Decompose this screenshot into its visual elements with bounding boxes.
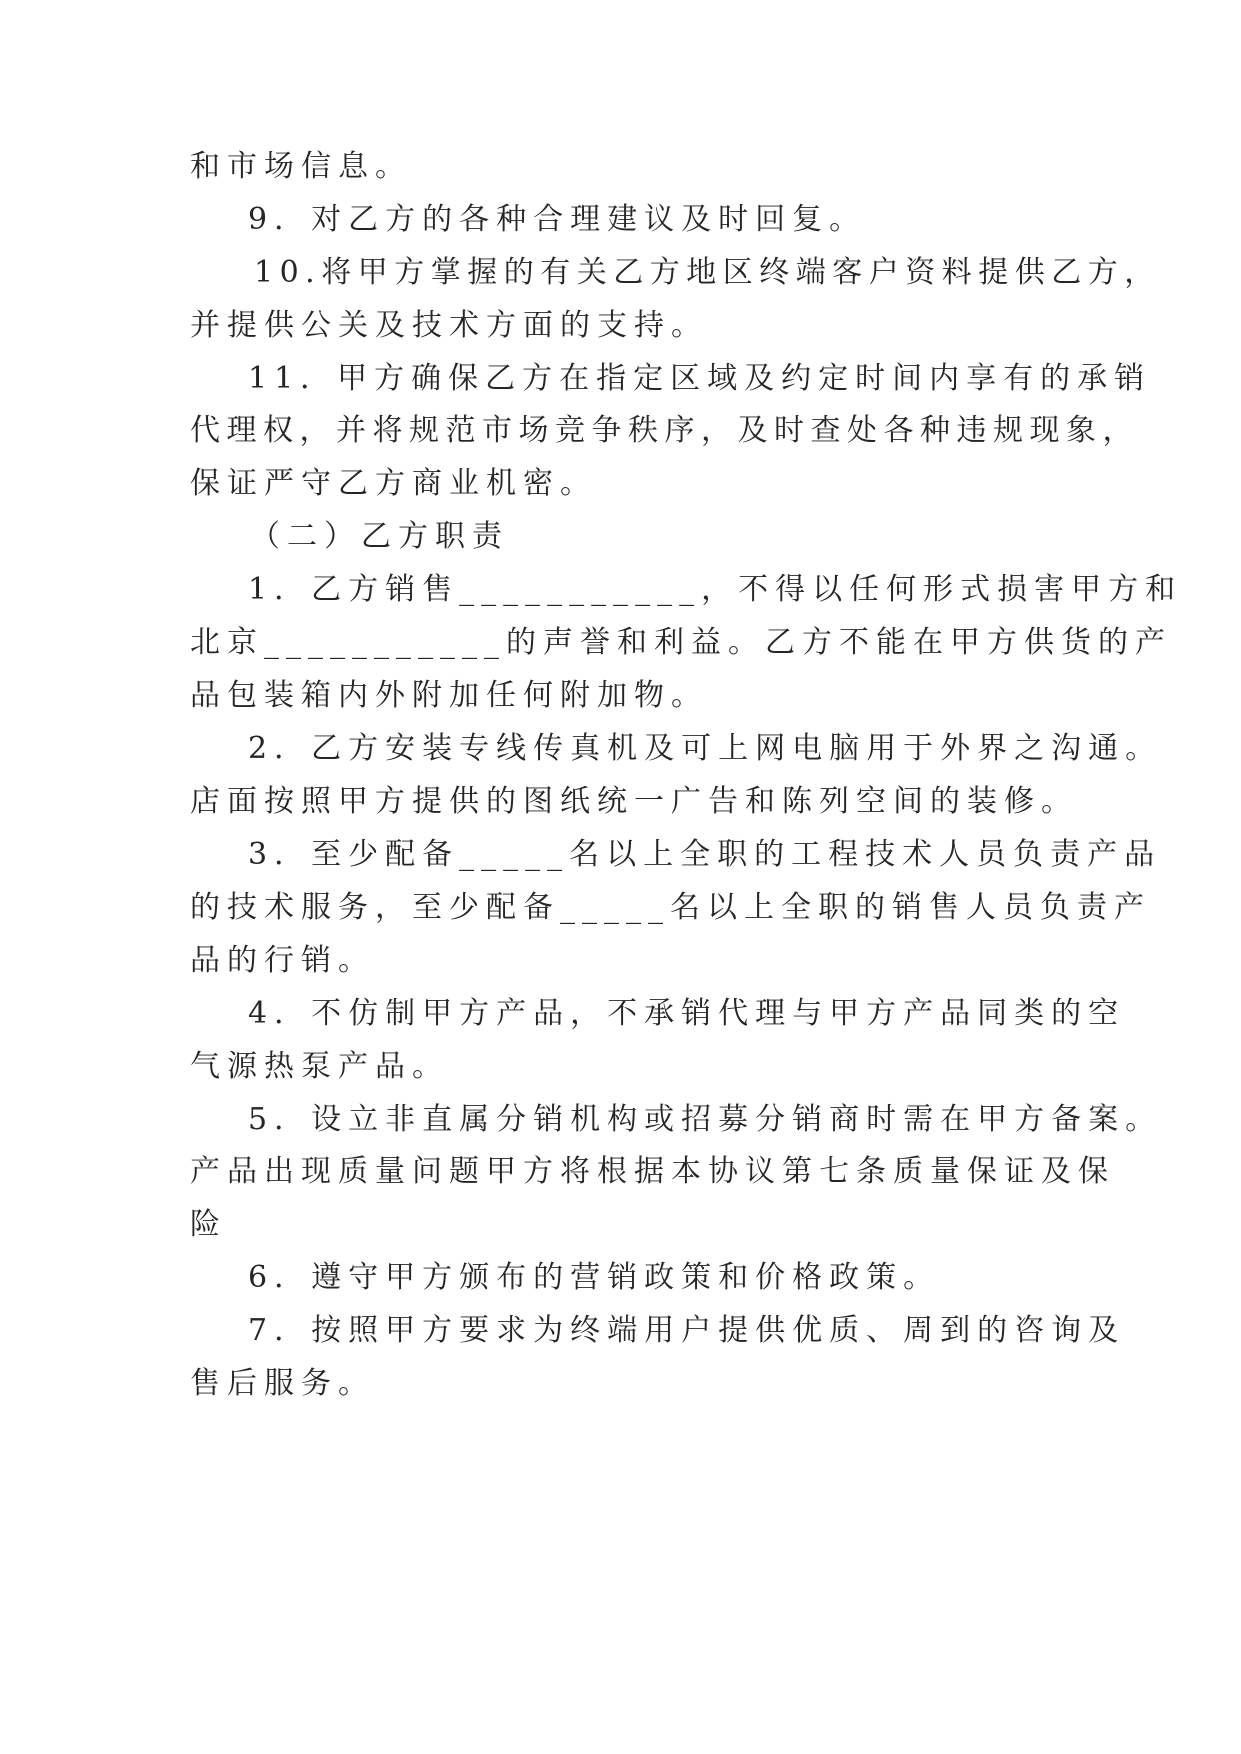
text-line: 5．设立非直属分销机构或招募分销商时需在甲方备案。	[248, 1102, 1163, 1137]
text-line: 品的行销。	[190, 943, 375, 978]
text-line: 并提供公关及技术方面的支持。	[190, 308, 708, 343]
text-line: 的技术服务，至少配备_____名以上全职的销售人员负责产	[190, 890, 1151, 925]
text-line: 7．按照甲方要求为终端用户提供优质、周到的咨询及	[248, 1313, 1126, 1348]
text-line: 售后服务。	[190, 1366, 375, 1401]
text-line: 4．不仿制甲方产品，不承销代理与甲方产品同类的空	[248, 996, 1126, 1031]
text-line: 险	[190, 1207, 227, 1242]
text-line: 11．甲方确保乙方在指定区域及约定时间内享有的承销	[248, 361, 1152, 396]
text-line: 6．遵守甲方颁布的营销政策和价格政策。	[248, 1260, 941, 1295]
text-line: 10.将甲方掌握的有关乙方地区终端客户资料提供乙方，	[254, 255, 1161, 290]
text-line: 9．对乙方的各种合理建议及时回复。	[248, 202, 867, 237]
text-line: 保证严守乙方商业机密。	[190, 466, 597, 501]
text-line: 3．至少配备_____名以上全职的工程技术人员负责产品	[248, 837, 1162, 872]
text-line: 北京___________的声誉和利益。乙方不能在甲方供货的产	[190, 625, 1172, 660]
text-line: 和市场信息。	[190, 149, 412, 184]
text-line: 2．乙方安装专线传真机及可上网电脑用于外界之沟通。	[248, 731, 1163, 766]
text-line: 气源热泵产品。	[190, 1049, 449, 1084]
section-heading: （二）乙方职责	[250, 519, 509, 554]
text-line: 品包装箱内外附加任何附加物。	[190, 678, 708, 713]
text-line: 产品出现质量问题甲方将根据本协议第七条质量保证及保	[190, 1154, 1115, 1189]
text-line: 代理权，并将规范市场竞争秩序，及时查处各种违规现象，	[190, 413, 1139, 448]
text-line: 店面按照甲方提供的图纸统一广告和陈列空间的装修。	[190, 784, 1078, 819]
text-line: 1．乙方销售___________，不得以任何形式损害甲方和	[248, 572, 1183, 607]
